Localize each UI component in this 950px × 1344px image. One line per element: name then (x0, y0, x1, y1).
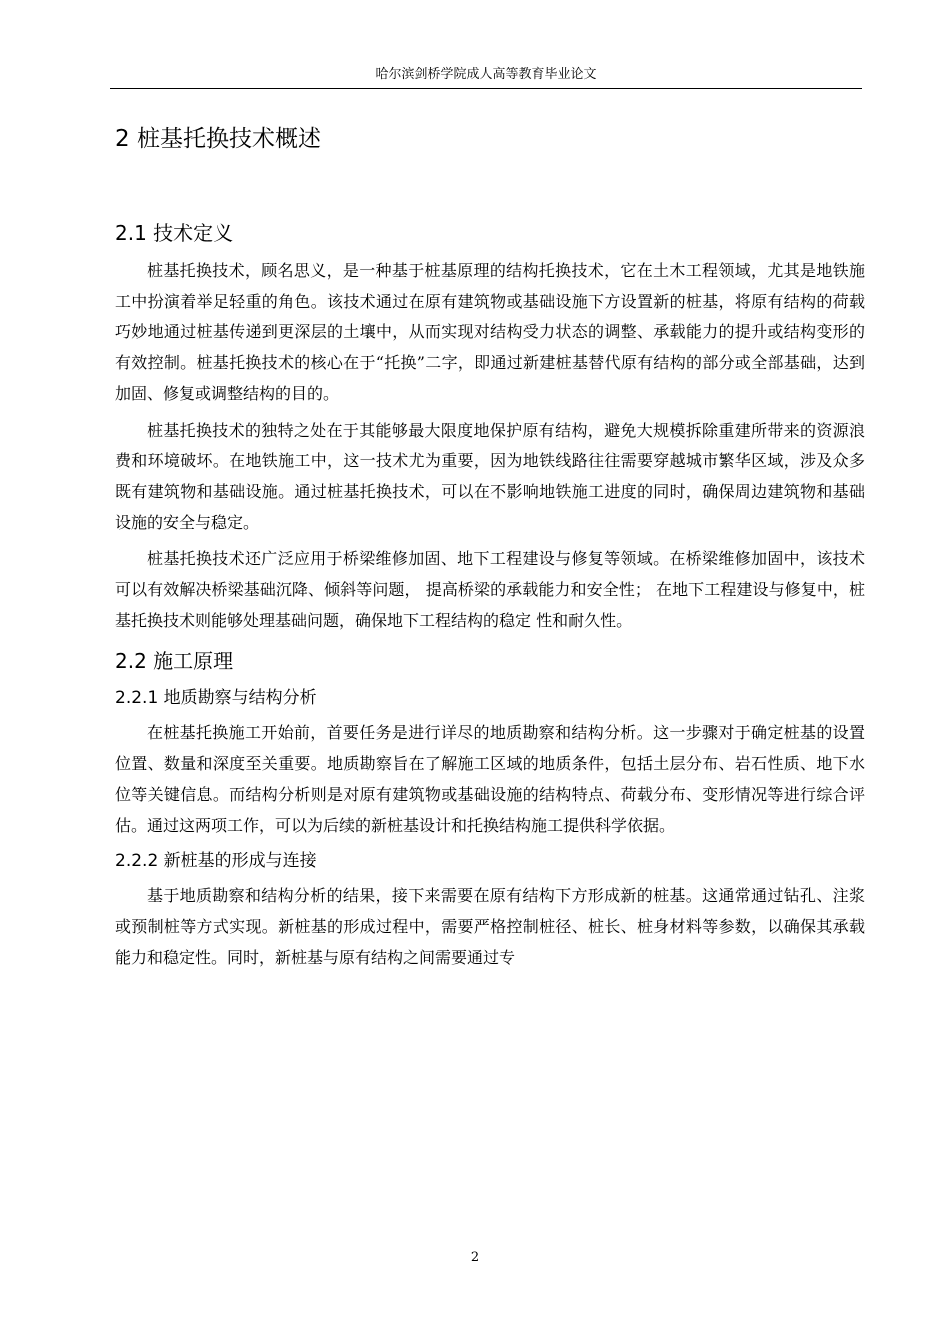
paragraph: 基于地质勘察和结构分析的结果，接下来需要在原有结构下方形成新的桩基。这通常通过钻孔、注浆或预制桩等方式实现。新桩基的形成过程中，需要严格控制桩径、桩长、桩身材料等参数，以确保其承载能力和稳定性。同时，新桩基与原有结构之间需要通过专 (115, 886, 865, 967)
paragraph: 桩基托换技术还广泛应用于桥梁维修加固、地下工程建设与修复等领域。在桥梁维修加固中，该技术可以有效解决桥梁基础沉降、倾斜等问题， 提高桥梁的承载能力和安全性； 在地下工程建设与修复中，桩基托换技术则能够处理基础问题，确保地下工程结构的稳定 性和耐久性。 (115, 549, 865, 630)
document-body (115, 118, 865, 973)
page-header: 哈尔滨剑桥学院成人高等教育毕业论文 (110, 62, 862, 89)
page-number: 2 (470, 1250, 480, 1265)
section-title-2-2: 2.2 施工原理 (115, 649, 234, 674)
paragraph: 在桩基托换施工开始前，首要任务是进行详尽的地质勘察和结构分析。这一步骤对于确定桩基的设置位置、数量和深度至关重要。地质勘察旨在了解施工区域的地质条件，包括土层分布、岩石性质、地下水位等关键信息。而结构分析则是对原有建筑物或基础设施的结构特点、荷载分布、变形情况等进行综合评估。通过这两项工作，可以为后续的新桩基设计和托换结构施工提供科学依据。 (115, 723, 865, 835)
chapter-title: 2 桩基托换技术概述 (115, 126, 321, 152)
paragraph: 桩基托换技术，顾名思义，是一种基于桩基原理的结构托换技术，它在土木工程领域，尤其是地铁施工中扮演着举足轻重的角色。该技术通过在原有建筑物或基础设施下方设置新的桩基，将原有结构的荷载巧妙地通过桩基传递到更深层的土壤中，从而实现对结构受力状态的调整、承载能力的提升或结构变形的有效控制。桩基托换技术的核心在于“托换”二字，即通过新建桩基替代原有结构的部分或全部基础，达到加固、修复或调整结构的目的。 (115, 261, 865, 403)
section-title-2-1: 2.1 技术定义 (115, 221, 234, 245)
subsection-title-2-2-2: 2.2.2 新桩基的形成与连接 (115, 851, 317, 872)
subsection-title-2-2-1: 2.2.1 地质勘察与结构分析 (115, 688, 317, 709)
paragraph: 桩基托换技术的独特之处在于其能够最大限度地保护原有结构，避免大规模拆除重建所带来的资源浪费和环境破坏。在地铁施工中，这一技术尤为重要，因为地铁线路往往需要穿越城市繁华区域，涉及众多既有建筑物和基础设施。通过桩基托换技术，可以在不影响地铁施工进度的同时，确保周边建筑物和基础设施的安全与稳定。 (115, 420, 865, 532)
